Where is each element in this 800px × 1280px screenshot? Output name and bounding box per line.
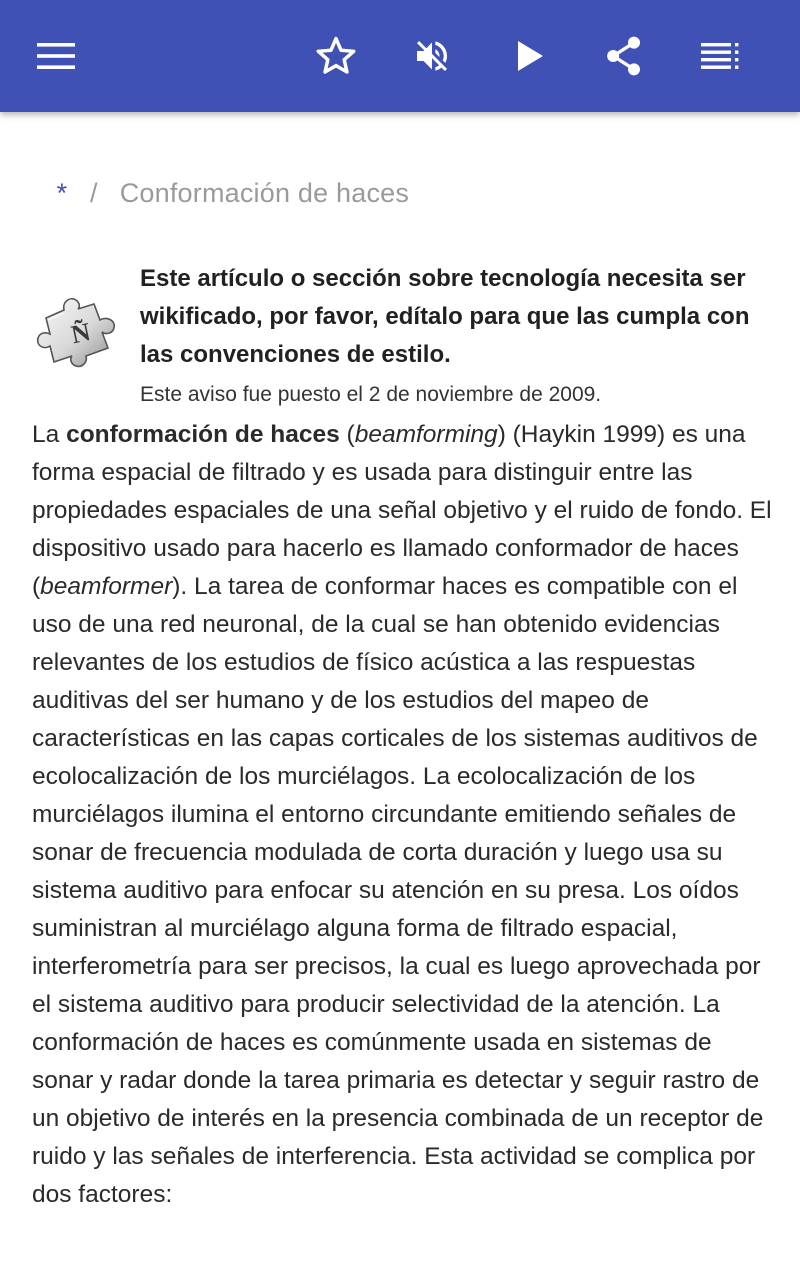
notice-date: Este aviso fue puesto el 2 de noviembre de 2009.	[140, 383, 602, 406]
breadcrumb	[52, 178, 409, 209]
play-icon[interactable]	[498, 24, 562, 88]
breadcrumb-home-link[interactable]: *	[56, 178, 68, 208]
volume-off-icon[interactable]	[400, 24, 464, 88]
share-icon[interactable]	[592, 24, 656, 88]
article-paragraph	[32, 416, 772, 1214]
term-english: beamforming	[354, 421, 498, 448]
device-english: beamformer	[40, 573, 173, 600]
body-text: ). La tarea de conformar haces es compatible con el uso de una red neuronal, de la cual se han obtenido evidencias relevantes de los estudios de físico acústica a las respuestas auditivas del ser humano y de los estudios del mapeo de características en las capas corticales de los sistemas auditivos de ecolocalización de los murciélagos. La ecolocalización de los murciélagos ilumina el entorno circundante emitiendo señales de sonar de frecuencia modulada de corta duración y luego usa su sistema auditivo para enfocar su atención en su presa. Los oídos suministran al murciélago alguna forma de filtrado espacial, interferometría para ser precisos, la cual es luego aprovechada por el sistema auditivo para producir selectividad de la atención. La conformación de haces es comúnmente usada en sistemas de sonar y radar donde la tarea primaria es detectar y seguir rastro de un objetivo de interés en la presencia combinada de un receptor de ruido y las señales de interferencia. Esta actividad se complica por dos factores:	[32, 573, 764, 1208]
article-term: conformación de haces	[66, 421, 340, 448]
puzzle-piece-icon	[34, 290, 124, 372]
article-body	[32, 416, 772, 1214]
breadcrumb-separator: /	[90, 178, 98, 208]
notice-message: Este artículo o sección sobre tecnología necesita ser wikificado, por favor, edítalo para que las cumpla con las convenciones de estilo.	[140, 265, 750, 368]
table-of-contents-icon[interactable]	[688, 24, 752, 88]
intro-text: La	[32, 421, 67, 448]
paren-open: (	[339, 421, 355, 448]
star-outline-icon[interactable]	[304, 24, 368, 88]
hamburger-menu-icon[interactable]	[24, 24, 88, 88]
wikify-notice	[32, 260, 768, 410]
app-toolbar	[0, 0, 800, 112]
breadcrumb-current: Conformación de haces	[119, 178, 410, 208]
svg-text:Ñ: Ñ	[68, 317, 94, 350]
definition-text: ) (Haykin 1999) es una forma espacial de filtrado y es usada para distinguir entre las propiedades espaciales de una señal objetivo y el ruido de fondo. El dispositivo usado para hacerlo es llamado conformador de haces (	[32, 421, 772, 600]
